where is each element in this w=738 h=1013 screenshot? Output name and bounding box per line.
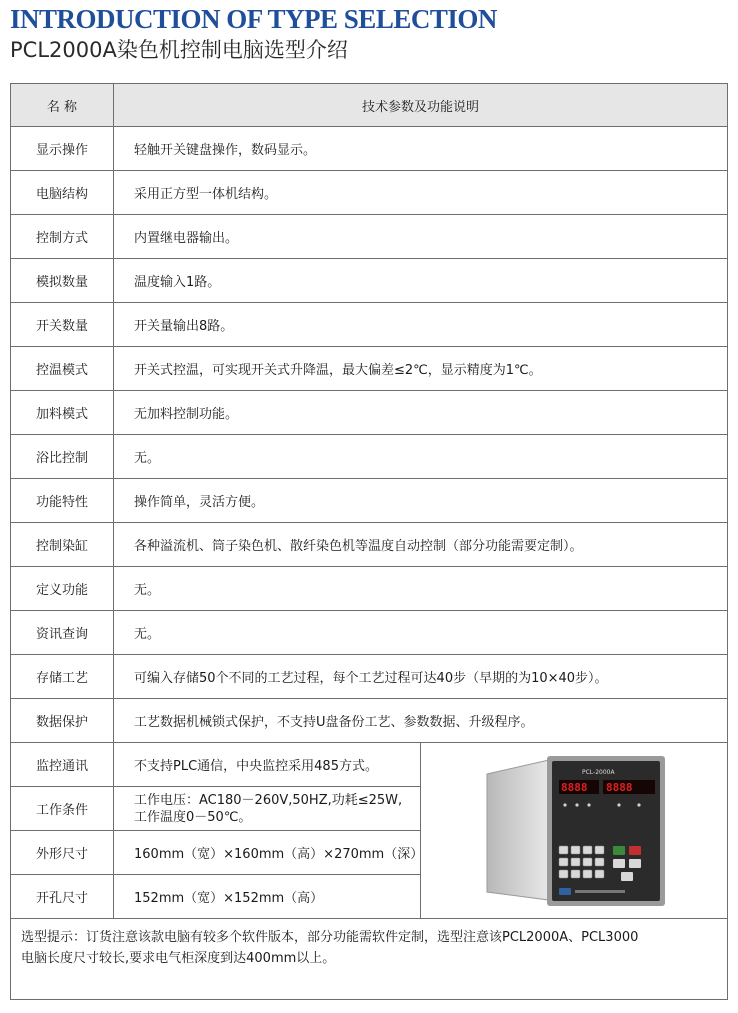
row-name: 模拟数量 bbox=[11, 259, 114, 303]
row-name: 定义功能 bbox=[11, 567, 114, 611]
row-desc: 内置继电器输出。 bbox=[114, 215, 728, 259]
row-desc: 轻触开关键盘操作，数码显示。 bbox=[114, 127, 728, 171]
row-desc: 工艺数据机械锁式保护，不支持U盘备份工艺、参数数据、升级程序。 bbox=[114, 699, 728, 743]
table-row bbox=[11, 171, 728, 215]
header-desc: 技术参数及功能说明 bbox=[114, 84, 728, 127]
row-name: 工作条件 bbox=[11, 787, 114, 831]
row-desc: 可编入存储50个不同的工艺过程，每个工艺过程可达40步（早期的为10×40步）。 bbox=[114, 655, 728, 699]
table-row bbox=[11, 435, 728, 479]
row-desc: 开关量输出8路。 bbox=[114, 303, 728, 347]
row-name: 开关数量 bbox=[11, 303, 114, 347]
table-row bbox=[11, 743, 728, 787]
row-desc: 无。 bbox=[114, 567, 728, 611]
row-desc: 不支持PLC通信，中央监控采用485方式。 bbox=[114, 743, 421, 787]
row-desc-line1: 工作电压：AC180－260V,50HZ,功耗≤25W, bbox=[134, 792, 403, 808]
table-row bbox=[11, 259, 728, 303]
table-row bbox=[11, 611, 728, 655]
table-row bbox=[11, 567, 728, 611]
table-row bbox=[11, 479, 728, 523]
row-desc: 各种溢流机、筒子染色机、散纤染色机等温度自动控制（部分功能需要定制）。 bbox=[114, 523, 728, 567]
row-name: 控温模式 bbox=[11, 347, 114, 391]
row-desc: 操作简单，灵活方便。 bbox=[114, 479, 728, 523]
table-row bbox=[11, 391, 728, 435]
row-name: 控制方式 bbox=[11, 215, 114, 259]
row-name: 显示操作 bbox=[11, 127, 114, 171]
row-name: 控制染缸 bbox=[11, 523, 114, 567]
row-name: 外形尺寸 bbox=[11, 831, 114, 875]
title-cn: PCL2000A染色机控制电脑选型介绍 bbox=[10, 38, 348, 62]
row-name: 加料模式 bbox=[11, 391, 114, 435]
row-desc: 无。 bbox=[114, 435, 728, 479]
note-line-1: 选型提示：订货注意该款电脑有较多个软件版本，部分功能需软件定制，选型注意该PCL2000A、PCL3000 bbox=[21, 930, 639, 945]
device-image bbox=[479, 750, 669, 912]
device-display-1: 8888 bbox=[561, 780, 588, 794]
note-row bbox=[11, 919, 728, 1000]
row-desc: 采用正方型一体机结构。 bbox=[114, 171, 728, 215]
row-desc: 温度输入1路。 bbox=[114, 259, 728, 303]
table-row bbox=[11, 215, 728, 259]
table-row bbox=[11, 303, 728, 347]
row-name: 数据保护 bbox=[11, 699, 114, 743]
device-image-cell bbox=[421, 743, 728, 919]
table-row bbox=[11, 523, 728, 567]
table-header-row bbox=[11, 84, 728, 127]
row-name: 开孔尺寸 bbox=[11, 875, 114, 919]
row-name: 功能特性 bbox=[11, 479, 114, 523]
title-en: INTRODUCTION OF TYPE SELECTION bbox=[10, 4, 497, 34]
row-name: 监控通讯 bbox=[11, 743, 114, 787]
row-desc-line2: 工作温度0－50℃。 bbox=[134, 809, 252, 825]
table-row bbox=[11, 655, 728, 699]
row-name: 存储工艺 bbox=[11, 655, 114, 699]
spec-table bbox=[10, 83, 728, 1000]
row-desc: 开关式控温，可实现开关式升降温，最大偏差≤2℃，显示精度为1℃。 bbox=[114, 347, 728, 391]
table-row bbox=[11, 699, 728, 743]
table-row bbox=[11, 347, 728, 391]
device-model-label: PCL-2000A bbox=[582, 768, 615, 776]
header-name: 名 称 bbox=[11, 84, 114, 127]
table-row bbox=[11, 127, 728, 171]
note-line-2: 电脑长度尺寸较长,要求电气柜深度到达400mm以上。 bbox=[21, 951, 336, 966]
row-desc: 无。 bbox=[114, 611, 728, 655]
row-desc: 152mm（宽）×152mm（高） bbox=[114, 875, 421, 919]
row-name: 资讯查询 bbox=[11, 611, 114, 655]
row-desc: 160mm（宽）×160mm（高）×270mm（深） bbox=[114, 831, 421, 875]
row-name: 电脑结构 bbox=[11, 171, 114, 215]
row-desc bbox=[114, 787, 421, 831]
note-cell bbox=[11, 919, 728, 1000]
row-desc: 无加料控制功能。 bbox=[114, 391, 728, 435]
row-name: 浴比控制 bbox=[11, 435, 114, 479]
device-display-2: 8888 bbox=[606, 780, 633, 794]
